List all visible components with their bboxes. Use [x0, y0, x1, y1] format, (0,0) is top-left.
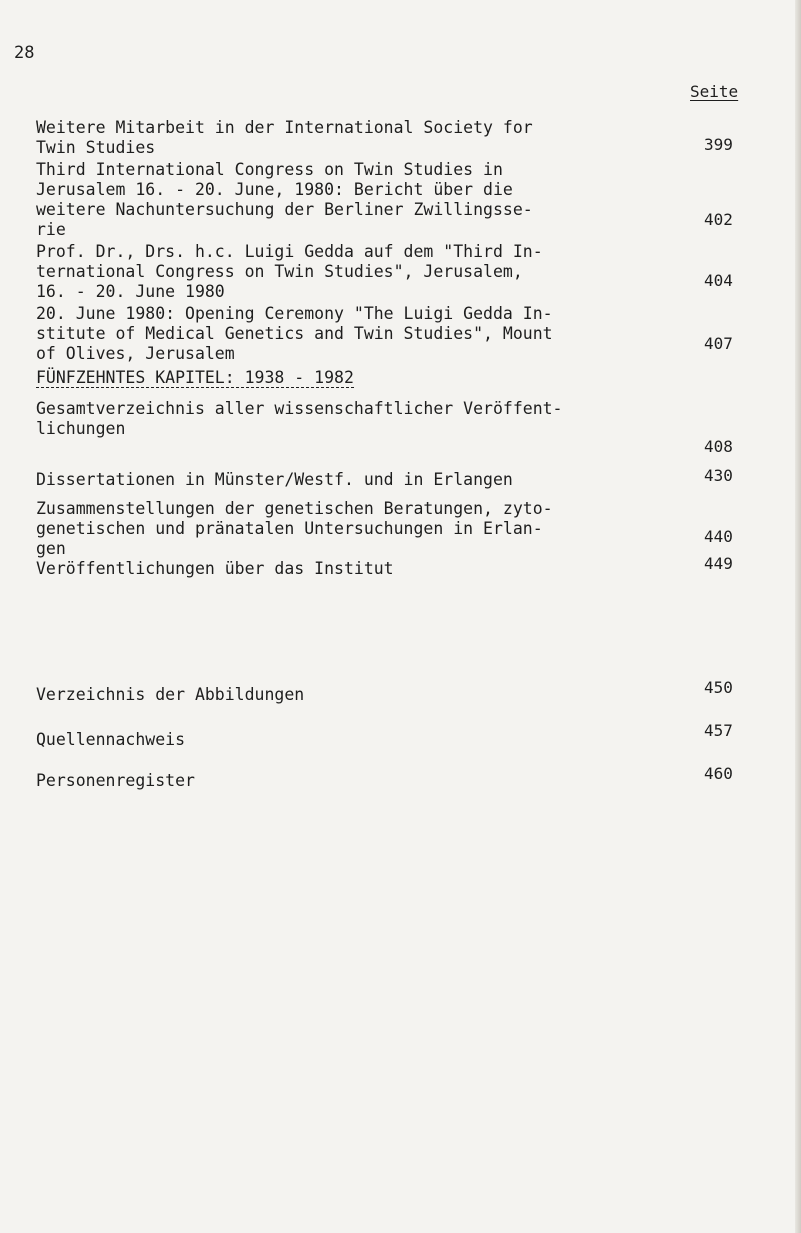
- toc-entry-title: Verzeichnis der Abbildungen: [36, 685, 305, 704]
- toc-entry-title: Personenregister: [36, 771, 195, 790]
- column-header-seite: Seite: [690, 82, 739, 101]
- toc-entry-title: Dissertationen in Münster/Westf. und in Erlangen: [36, 470, 513, 489]
- toc-entry-page: 450: [704, 678, 733, 697]
- toc-entry-page: 407: [704, 334, 733, 353]
- toc-entry: [36, 242, 733, 302]
- toc-entry: [36, 764, 733, 791]
- toc-entry-title: Zusammenstellungen der genetischen Beratungen, zyto- genetischen und pränatalen Untersuchungen in Erlan- gen: [36, 499, 553, 558]
- toc-entry-page: 457: [704, 721, 733, 740]
- toc-entry: [36, 304, 733, 364]
- toc-entry-page: 440: [704, 527, 733, 546]
- toc-entry: [36, 554, 733, 579]
- toc-entry-title: Third International Congress on Twin Studies in Jerusalem 16. - 20. June, 1980: Bericht über die weitere Nachuntersuchung der Berliner Zwillingsse- rie: [36, 160, 533, 239]
- toc-entry-title: Weitere Mitarbeit in der International Society for Twin Studies: [36, 118, 533, 157]
- toc-entry: [36, 399, 733, 456]
- toc-entry-page: 404: [704, 271, 733, 290]
- toc-entry: [36, 721, 733, 750]
- toc-entry-page: 430: [704, 466, 733, 485]
- toc-entry: [36, 466, 733, 490]
- toc-entry: [36, 499, 733, 559]
- toc-entry-title: Quellennachweis: [36, 730, 186, 749]
- toc-entry-title: 20. June 1980: Opening Ceremony "The Luigi Gedda In- stitute of Medical Genetics and Twin Studies", Mount of Olives, Jerusalem: [36, 304, 553, 363]
- toc-entry: [36, 160, 733, 240]
- toc-entry: [36, 118, 733, 158]
- toc-entry-page: 402: [704, 210, 733, 229]
- page-edge-shadow: [795, 0, 801, 1233]
- toc-entry: [36, 678, 733, 705]
- chapter-heading: FÜNFZEHNTES KAPITEL: 1938 - 1982: [36, 368, 354, 387]
- toc-entry-page: 408: [704, 437, 733, 456]
- toc-entry-title: Gesamtverzeichnis aller wissenschaftlicher Veröffent- lichungen: [36, 399, 563, 438]
- page-number: 28: [14, 43, 35, 63]
- toc-entry-page: 449: [704, 554, 733, 573]
- toc-entry-page: 399: [704, 135, 733, 154]
- toc-entry-page: 460: [704, 764, 733, 783]
- toc-entry-title: Prof. Dr., Drs. h.c. Luigi Gedda auf dem "Third In- ternational Congress on Twin Studies", Jerusalem, 16. - 20. June 1980: [36, 242, 543, 301]
- toc-entry-title: Veröffentlichungen über das Institut: [36, 559, 394, 578]
